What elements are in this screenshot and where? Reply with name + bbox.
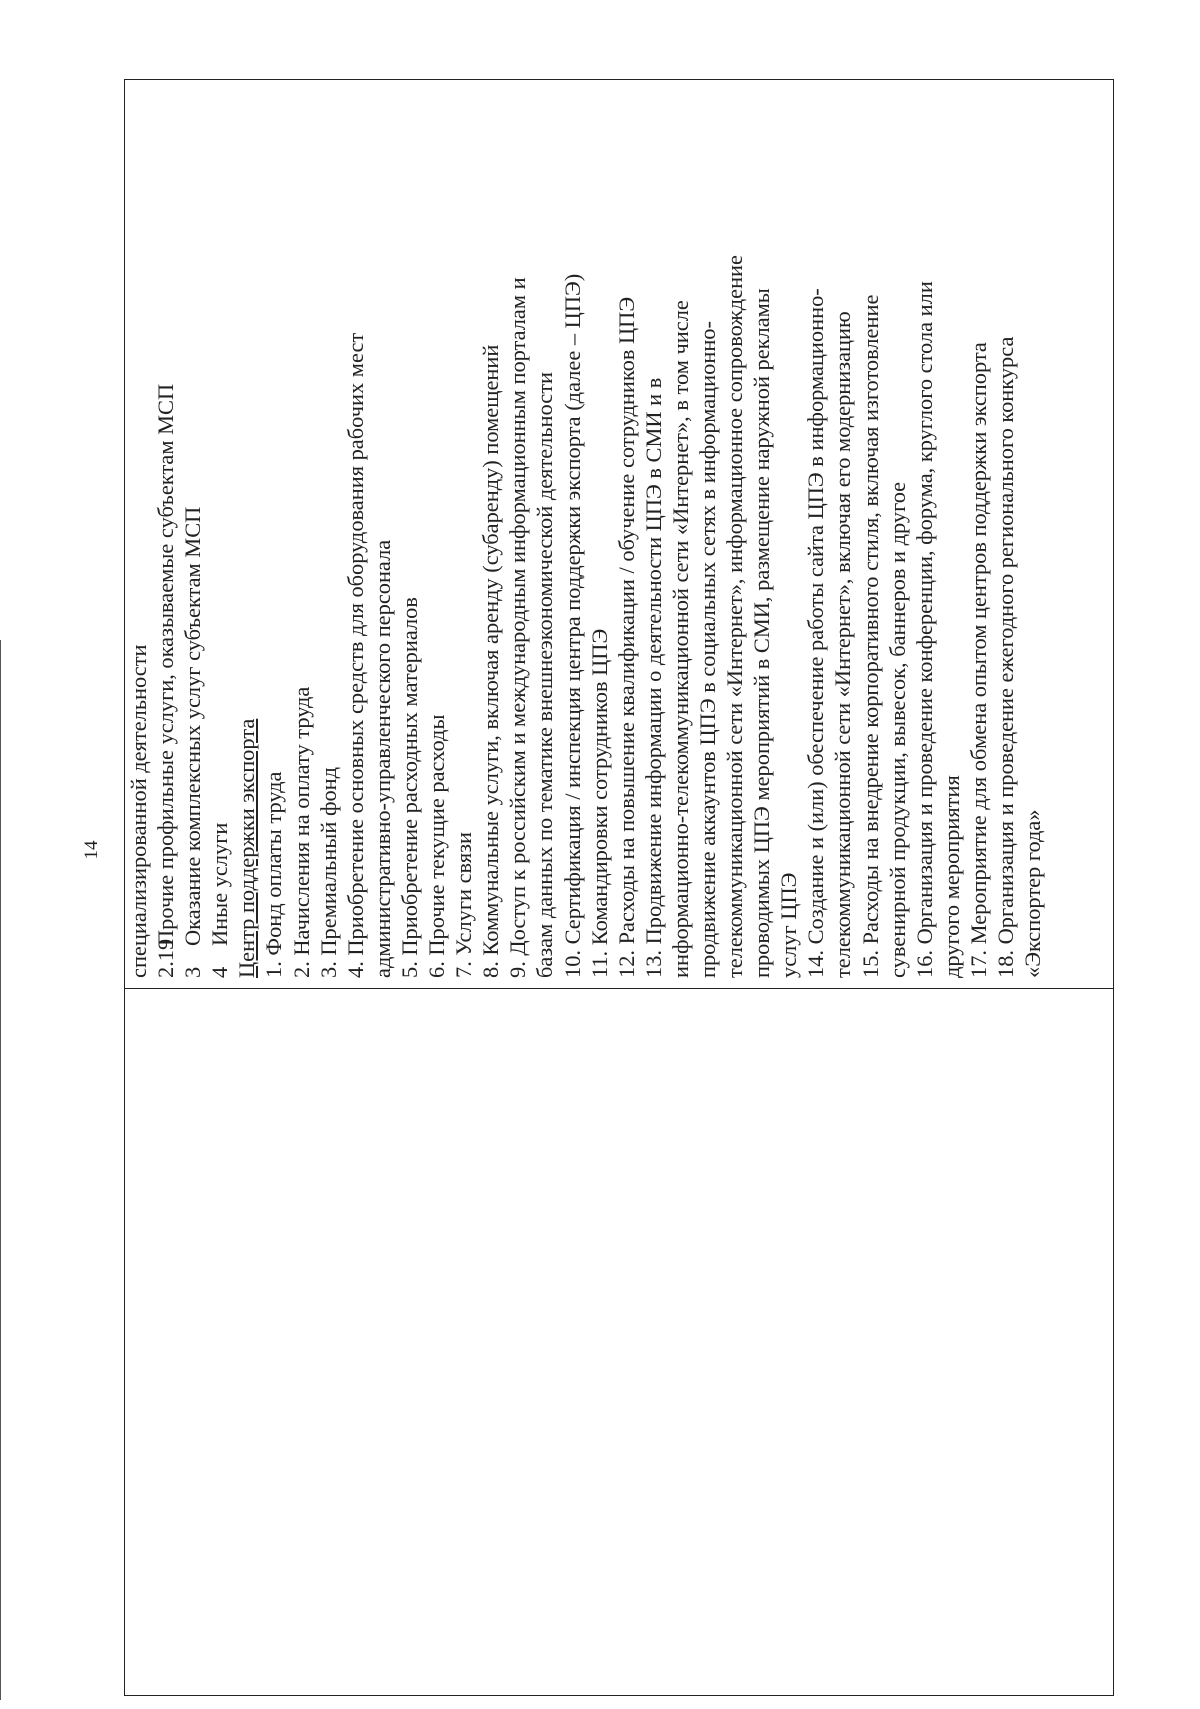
table-content-column bbox=[125, 80, 1113, 988]
content-line bbox=[233, 84, 260, 978]
line-text: телекоммуникационной сети «Интернет», включая его модернизацию bbox=[830, 311, 856, 978]
line-text: 4. Приобретение основных средств для оборудования рабочих мест bbox=[342, 332, 368, 978]
content-line bbox=[288, 84, 315, 978]
content-line bbox=[586, 84, 613, 978]
line-text: 12. Расходы на повышение квалификации / обучение сотрудников ЦПЭ bbox=[613, 296, 639, 978]
content-line bbox=[477, 84, 504, 978]
line-text: продвижение аккаунтов ЦПЭ в социальных сетях в информационно- bbox=[694, 321, 720, 978]
content-line bbox=[965, 84, 992, 978]
budget-items-table bbox=[124, 79, 1114, 1696]
content-line bbox=[829, 84, 856, 978]
line-text: проводимых ЦПЭ мероприятий в СМИ, размещение наружной рекламы bbox=[749, 288, 775, 978]
content-line bbox=[667, 84, 694, 978]
content-line bbox=[613, 84, 640, 978]
page-number: 14 bbox=[81, 840, 102, 860]
content-line bbox=[857, 84, 884, 978]
item-number: 3 bbox=[180, 966, 206, 978]
content-line bbox=[450, 84, 477, 978]
line-text: 15. Расходы на внедрение корпоративного стиля, включая изготовление bbox=[857, 294, 883, 978]
content-line bbox=[938, 84, 965, 978]
content-line bbox=[206, 84, 233, 978]
line-text: «Экспортер года» bbox=[1020, 809, 1046, 978]
line-text: 7. Услуги связи bbox=[451, 832, 477, 978]
line-text: 16. Организация и проведение конференции, форума, круглого стола или bbox=[911, 281, 937, 978]
line-text: 6. Прочие текущие расходы bbox=[424, 714, 450, 978]
scan-edge-line bbox=[0, 640, 1, 1700]
content-line bbox=[992, 84, 1019, 978]
content-line bbox=[369, 84, 396, 978]
section-heading: Центр поддержки экспорта bbox=[234, 718, 260, 978]
content-line bbox=[152, 84, 179, 978]
line-text: специализированной деятельности bbox=[126, 644, 151, 978]
content-line bbox=[315, 84, 342, 978]
item-number: 4 bbox=[207, 966, 233, 978]
content-line bbox=[125, 84, 152, 978]
content-line bbox=[396, 84, 423, 978]
line-text: 2. Начисления на оплату труда bbox=[288, 686, 314, 978]
content-line bbox=[721, 84, 748, 978]
line-text: 1. Фонд оплаты труда bbox=[261, 771, 287, 978]
content-line bbox=[423, 84, 450, 978]
content-line bbox=[342, 84, 369, 978]
line-text: другого мероприятия bbox=[938, 775, 964, 978]
line-text: Оказание комплексных услуг субъектам МСП bbox=[180, 506, 206, 946]
line-text: 17. Мероприятие для обмена опытом центров поддержки экспорта bbox=[965, 342, 991, 978]
table-empty-column bbox=[125, 988, 1113, 1695]
content-line bbox=[911, 84, 938, 978]
line-text: информационно-телекоммуникационной сети «Интернет», в том числе bbox=[667, 300, 693, 978]
item-number: 2.19 bbox=[153, 938, 179, 978]
line-text: Прочие профильные услуги, оказываемые субъектам МСП bbox=[153, 383, 179, 946]
line-text: 18. Организация и проведение ежегодного регионального конкурса bbox=[993, 336, 1018, 978]
line-text: 14. Создание и (или) обеспечение работы сайта ЦПЭ в информационно- bbox=[803, 288, 829, 978]
line-text: 8. Коммунальные услуги, включая аренду (субаренду) помещений bbox=[478, 344, 504, 978]
content-line bbox=[260, 84, 287, 978]
content-line bbox=[559, 84, 586, 978]
content-line bbox=[531, 84, 558, 978]
content-line bbox=[1019, 84, 1046, 978]
content-line bbox=[748, 84, 775, 978]
line-text: сувенирной продукции, вывесок, баннеров и другое bbox=[884, 481, 910, 978]
line-text: базам данных по тематике внешнеэкономической деятельности bbox=[532, 372, 558, 978]
line-text: 3. Премиальный фонд bbox=[315, 766, 341, 978]
content-line bbox=[802, 84, 829, 978]
line-text: услуг ЦПЭ bbox=[776, 872, 802, 978]
line-text: телекоммуникационной сети «Интернет», информационное сопровождение bbox=[722, 255, 748, 978]
line-text: 9. Доступ к российским и международным информационным порталам и bbox=[505, 277, 531, 978]
line-text: 10. Сертификация / инспекция центра поддержки экспорта (далее – ЦПЭ) bbox=[559, 273, 585, 978]
content-line bbox=[775, 84, 802, 978]
line-text: 11. Командировки сотрудников ЦПЭ bbox=[586, 628, 612, 978]
content-line bbox=[884, 84, 911, 978]
content-line bbox=[640, 84, 667, 978]
line-text: 13. Продвижение информации о деятельности ЦПЭ в СМИ и в bbox=[640, 377, 666, 978]
content-line bbox=[179, 84, 206, 978]
line-text: административно-управленческого персонала bbox=[369, 539, 395, 978]
content-line bbox=[504, 84, 531, 978]
line-text: Иные услуги bbox=[207, 822, 233, 946]
line-text: 5. Приобретение расходных материалов bbox=[396, 597, 422, 978]
content-line bbox=[694, 84, 721, 978]
